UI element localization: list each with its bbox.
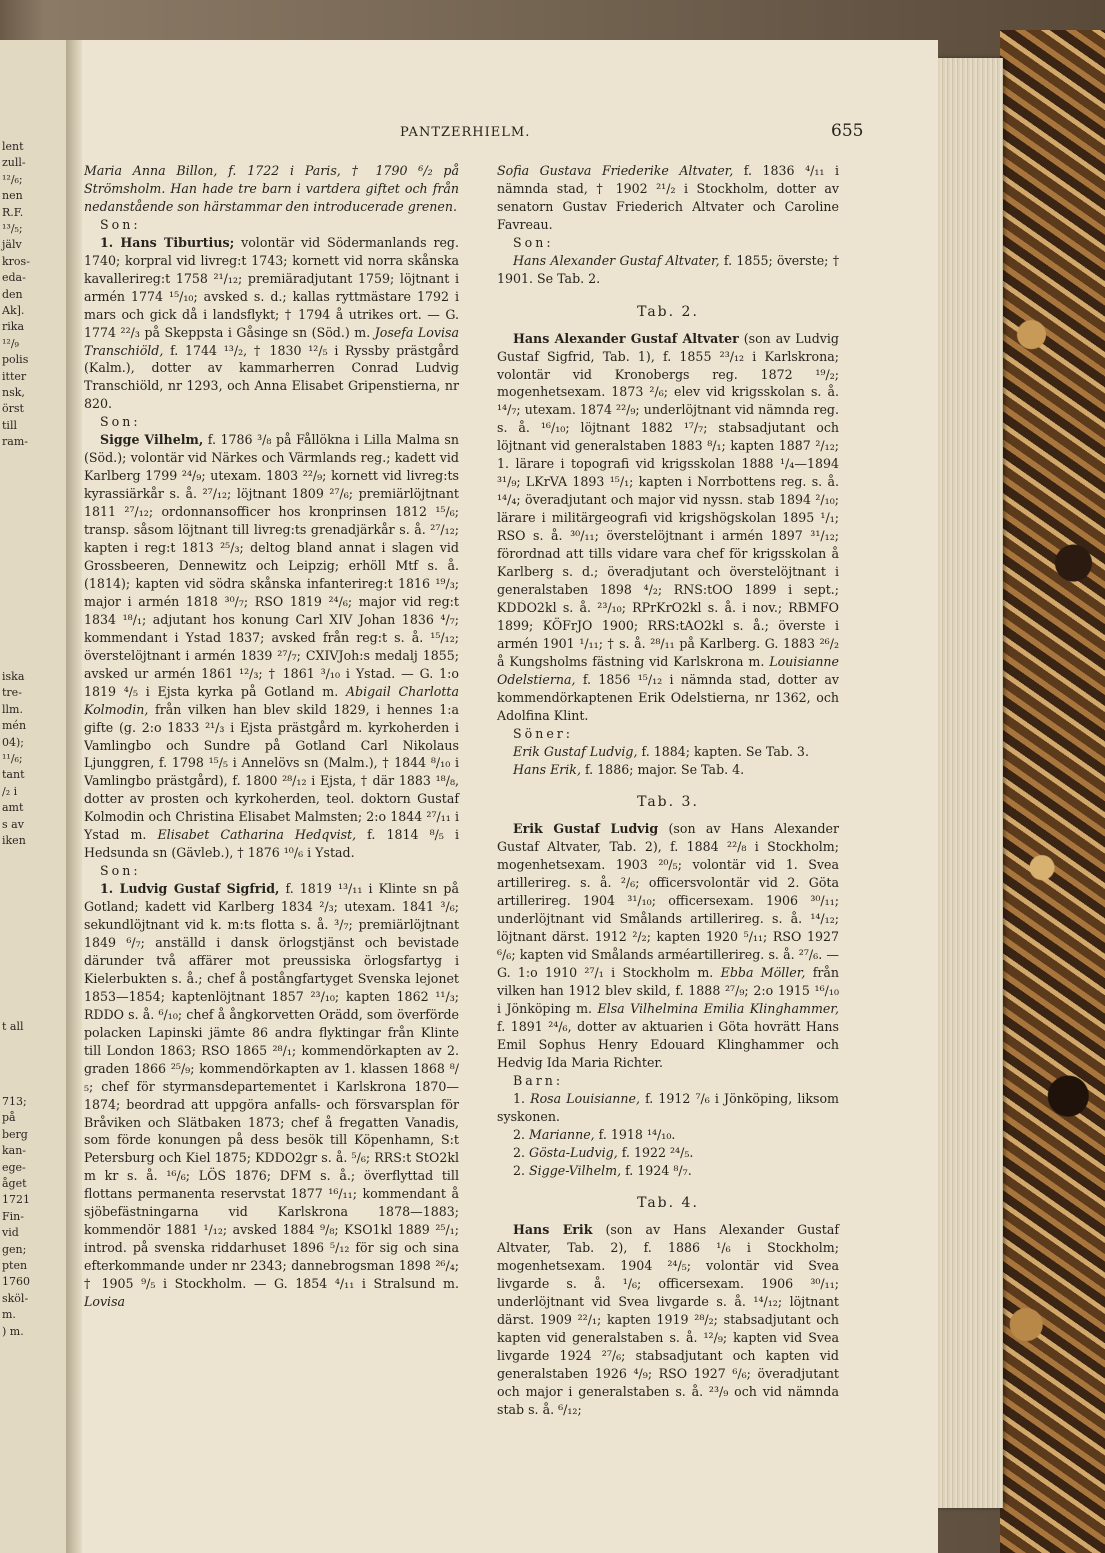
previous-page-fragment: Ak].	[2, 304, 25, 317]
previous-page-fragment: zull-	[2, 156, 26, 170]
previous-page-fragment: åget	[2, 1177, 27, 1190]
previous-page-fragment: iken	[2, 834, 26, 847]
previous-page-fragment: ¹¹/₆;	[2, 752, 23, 765]
previous-page-fragment: Fin-	[2, 1209, 24, 1223]
previous-page-fragment: iska	[2, 670, 25, 683]
entry-hans-tiburtius: 1. Hans Tiburtius; volontär vid Södermanlands reg. 1740; korpral vid livreg:t 1743; kornett vid norra skånska kavallerireg:t 1758 ²¹/₁₂; premiäradjutant 1759; löjtnant i armén 1774 ¹⁵/₁₀; avsked s. d.; kallas ryttmästare 1792 i mars och gick då i landsflykt; † 1794 å utrikes ort. — G. 1774 ²²/₃ på Skeppsta i Gåsinge sn (Söd.) m. Josefa Lovisa Transchiöld, f. 1744 ¹³/₂, † 1830 ¹²/₅ i Ryssby prästgård (Kalm.), dotter av kammarherren Conrad Ludvig Transchiöld, nr 1293, och Anna Elisabet Gripenstierna, nr 820.	[84, 234, 459, 412]
spouse-name: Lovisa	[84, 1294, 126, 1310]
section-heading: Son:	[100, 216, 141, 232]
paragraph: Maria Anna Billon, f. 1722 i Paris, † 1790 ⁶/₂ på Strömsholm. Han hade tre barn i vartdera giftet och från nedanstående son härstammar den introducerade grenen.	[84, 163, 459, 214]
previous-page-fragment: ege-	[2, 1160, 26, 1174]
spouse-name: Elsa Vilhelmina Emilia Klinghammer,	[597, 1000, 839, 1016]
person-name: 1. Ludvig Gustaf Sigfrid,	[100, 881, 280, 897]
previous-page-fragment: R.F.	[2, 205, 24, 219]
previous-page-fragment: vid	[2, 1226, 19, 1240]
previous-page-fragment: den	[2, 287, 23, 301]
previous-page-fragment: rika	[2, 320, 24, 334]
list-item: 2. Sigge-Vilhelm, f. 1924 ⁸/₇.	[513, 1162, 692, 1178]
list-item: 2. Gösta-Ludvig, f. 1922 ²⁴/₅.	[513, 1144, 694, 1160]
previous-page-fragment: lent	[2, 140, 24, 153]
page-edges	[935, 58, 1003, 1508]
previous-page-fragment: nen	[2, 189, 23, 203]
entry-erik-gustaf-ludvig: Erik Gustaf Ludvig (son av Hans Alexander Gustaf Altvater, Tab. 2), f. 1884 ²²/₈ i Stockholm; mogenhetsexam. 1903 ²⁰/₅; volontär vid 1. Svea artillerireg. s. å. ²/₆; officersvolontär vid 2. Göta artillerireg. 1904 ³¹/₁₀; officersexam. 1906 ³⁰/₁₁; underlöjtnant vid Smålands artillerireg. s. å. ¹⁴/₁₂; löjtnant därst. 1912 ²/₂; kapten 1920 ⁵/₁₁; RSO 1927 ⁶/₆; kapten vid Smålands arméartillerireg. s. å. ²⁷/₆. — G. 1:o 1910 ²⁷/₁ i Stockholm m. Ebba Möller, från vilken han 1912 blev skild, f. 1888 ²⁷/₉; 2:o 1915 ¹⁶/₁₀ i Jönköping m. Elsa Vilhelmina Emilia Klinghammer, f. 1891 ²⁴/₆, dotter av aktuarien i Göta hovrätt Hans Emil Sophus Henry Edouard Klinghammer och Hedvig Ida Maria Richter.	[497, 821, 839, 1070]
left-column	[84, 162, 459, 1311]
previous-page-fragment: m.	[2, 1308, 16, 1322]
marbled-book-cover	[1000, 30, 1105, 1553]
previous-page-edge	[0, 40, 68, 1553]
previous-page-fragment: tant	[2, 768, 25, 782]
entry-sigge-vilhelm: Sigge Vilhelm, f. 1786 ³/₈ på Fållökna i Lilla Malma sn (Söd.); volontär vid Närkes och Värmlands reg.; kadett vid Karlberg 1799 ²⁴/₉; utexam. 1803 ²²/₉; kornett vid livreg:ts kyrassiärkår s. å. ²⁷/₁₂; löjtnant 1809 ²⁷/₆; premiärlöjtnant 1811 ²⁷/₁₂; ordonnansofficer hos kronprinsen 1812 ¹⁵/₆; transp. såsom löjtnant till livreg:ts grenadjärkår s. å. ²⁷/₁₂; kapten i reg:t 1813 ²⁵/₃; deltog bland annat i slagen vid Grossbeeren, Dennewitz och Leipzig; erhöll Mtf s. å. (1814); kapten vid södra skånska infanterireg:t 1816 ¹⁹/₃; major i armén 1818 ³⁰/₇; RSO 1819 ²⁴/₆; major vid reg:t 1834 ¹⁸/₁; adjutant hos konung Carl XIV Johan 1836 ⁴/₇; kommendant i Ystad 1837; avsked från reg:t s. å. ¹⁵/₁₂; överstelöjtnant i armén 1839 ²⁷/₇; CXIVJoh:s medalj 1855; avsked ur armén 1861 ¹²/₃; † 1861 ³/₁₀ i Ystad. — G. 1:o 1819 ⁴/₅ i Ejsta kyrka på Gotland m. Abigail Charlotta Kolmodin, från vilken han blev skild 1829, i hennes 1:a gifte (g. 2:o 1833 ²¹/₃ i Ejsta prästgård m. kyrkoherden i Vamlingbo och Sundre på Gotland Carl Nikolaus Ljunggren, f. 1798 ¹⁵/₅ i Annelövs sn (Malm.), † 1844 ⁸/₁₀ i Vamlingbo prästgård), f. 1800 ²⁸/₁₂ i Ejsta, † där 1883 ¹⁸/₈, dotter av prosten och kyrkoherden, teol. doktorn Gustaf Kolmodin och Christina Elisabet Malmsten; 2:o 1844 ²⁷/₁₁ i Ystad m. Elisabet Catharina Hedqvist, f. 1814 ⁸/₅ i Hedsunda sn (Gävleb.), † 1876 ¹⁰/₆ i Ystad.	[84, 432, 460, 861]
entry-ludvig-gustaf-sigfrid: 1. Ludvig Gustaf Sigfrid, f. 1819 ¹³/₁₁ i Klinte sn på Gotland; kadett vid Karlberg 1834 ²/₃; utexam. 1841 ³/₆; sekundlöjtnant vid k. m:ts flotta s. å. ³/₇; premiärlöjtnant 1849 ⁶/₇; anställd i dansk örlogstjänst och bevistade därunder två affärer mot preussiska örlogsfartyg i Kielerbukten s. å.; chef å postångfartyget Svenska lejonet 1853—1854; kaptenlöjtnant 1857 ²³/₁₀; kapten 1862 ¹¹/₃; RDDO s. å. ⁶/₁₀; chef å ångkorvetten Orädd, som överförde polacken Lapinski jämte 86 andra flyktingar från Klinte till London 1863; RSO 1865 ²⁸/₁; kommendörkapten av 2. graden 1866 ²⁵/₉; kommendörkapten av 1. klassen 1868 ⁸/₅; chef för styrmansdepartementet i Karlskrona 1870—1874; beordrad att uppgöra anfalls- och försvarsplan för Bråviken och Slätbaken 1873; chef å fregatten Vanadis, som förde konungen på dess besök till Köpenhamn, S:t Petersburg och Kiel 1875; KDDO2gr s. å. ⁵/₆; RRS:t StO2kl m kr s. å. ¹⁶/₆; LÖS 1876; DFM s. å.; överflyttad till flottans permanenta reservstat 1877 ¹⁶/₁₁; kommendant å sjöbefästningarna vid Karlskrona 1878—1883; kommendör 1881 ¹/₁₂; avsked 1884 ⁹/₈; KSO1kl 1889 ²⁵/₁; introd. på svenska riddarhuset 1896 ⁵/₁₂ för sig och sina efterkommande under nr 2343; dannebrogsman 1898 ²⁶/₄; † 1905 ⁹/₅ i Stockholm. — G. 1854 ⁴/₁₁ i Stralsund m. Lovisa	[84, 881, 459, 1310]
book-page	[82, 40, 938, 1553]
previous-page-fragment: jälv	[2, 238, 22, 252]
previous-page-fragment: 1721	[2, 1193, 30, 1207]
previous-page-fragment: berg	[2, 1127, 28, 1141]
list-item: 2. Marianne, f. 1918 ¹⁴/₁₀.	[513, 1126, 676, 1142]
previous-page-fragment: ram-	[2, 435, 28, 449]
previous-page-fragment: s av	[2, 817, 24, 831]
previous-page-fragment: sköl-	[2, 1291, 29, 1305]
previous-page-fragment: örst	[2, 402, 24, 416]
previous-page-fragment: ¹³/₅;	[2, 222, 23, 235]
person-name: Erik Gustaf Ludvig	[513, 821, 659, 837]
tab-heading: Tab. 4.	[637, 1195, 699, 1212]
entry-hans-alexander: Hans Alexander Gustaf Altvater (son av Ludvig Gustaf Sigfrid, Tab. 1), f. 1855 ²³/₁₂ i Karlskrona; volontär vid Kronobergs reg. 1872 ¹⁹/₂; mogenhetsexam. 1873 ²/₆; elev vid krigsskolan s. å. ¹⁴/₇; utexam. 1874 ²²/₉; underlöjtnant vid nämnda reg. s. å. ¹⁶/₁₀; löjtnant 1882 ¹⁷/₇; stabsadjutant och löjtnant vid generalstaben 1883 ⁸/₁; kapten 1887 ²/₁₂; 1. lärare i topografi vid krigsskolan 1888 ¹/₄—1894 ³¹/₉; LKrVA 1893 ¹⁵/₁; kapten i Norrbottens reg. s. å. ¹⁴/₄; överadjutant och major vid nyssn. stab 1894 ²/₁₀; lärare i militärgeografi vid krigshögskolan 1895 ¹/₁; RSO s. å. ³⁰/₁₁; överstelöjtnant i armén 1897 ³¹/₁₂; förordnad att tills vidare vara chef för krigsskolan å Karlberg s. d.; överadjutant och överstelöjtnant i generalstaben 1898 ⁴/₂; RNS:tOO 1899 i sept.; KDDO2kl s. å. ²³/₁₀; RPrKrO2kl s. å. i nov.; RBMFO 1899; KÖFrJO 1900; RRS:tAO2kl s. å.; överste i armén 1901 ¹/₁₁; † s. å. ²⁸/₁₁ på Karlberg. G. 1883 ²⁶/₂ å Kungsholms fästning vid Karlskrona m. Louisianne Odelstierna, f. 1856 ¹⁵/₁₂ i nämnda stad, dotter av kommendörkaptenen Erik Odelstierna, nr 1362, och Adolfina Klint.	[497, 330, 839, 723]
previous-page-fragment: 04);	[2, 735, 24, 749]
previous-page-fragment: eda-	[2, 271, 26, 285]
spouse-name: Ebba Möller,	[720, 965, 806, 981]
previous-page-fragment: gen;	[2, 1242, 27, 1256]
section-heading: Son:	[513, 234, 554, 250]
page-header	[82, 121, 938, 147]
list-item: Erik Gustaf Ludvig, f. 1884; kapten. Se Tab. 3.	[513, 743, 809, 759]
paragraph: Hans Alexander Gustaf Altvater, f. 1855; överste; † 1901. Se Tab. 2.	[497, 252, 839, 286]
tab-heading: Tab. 3.	[637, 794, 699, 811]
person-name: 1. Hans Tiburtius;	[100, 234, 235, 250]
previous-page-fragment: mén	[2, 719, 27, 733]
section-heading: Söner:	[513, 725, 574, 741]
previous-page-fragment: /₂ i	[2, 784, 18, 798]
previous-page-fragment: till	[2, 418, 17, 432]
list-item: Hans Erik, f. 1886; major. Se Tab. 4.	[513, 761, 745, 777]
section-heading: Son:	[100, 863, 141, 879]
paragraph: Sofia Gustava Friederike Altvater, f. 1836 ⁴/₁₁ i nämnda stad, † 1902 ²¹/₂ i Stockholm, dotter av senatorn Gustav Friederich Altvater och Caroline Favreau.	[497, 163, 839, 232]
running-head: PANTZERHIELM.	[400, 125, 531, 140]
list-item: 1. Rosa Louisianne, f. 1912 ⁷/₆ i Jönköping, liksom syskonen.	[497, 1090, 840, 1124]
previous-page-fragment: kan-	[2, 1144, 27, 1158]
spouse-name: Elisabet Catharina Hedqvist,	[157, 827, 357, 843]
spouse-name: Louisianne Odelstierna,	[497, 653, 839, 687]
spouse-name: Abigail Charlotta Kolmodin,	[84, 683, 459, 717]
previous-page-fragment: pten	[2, 1259, 28, 1272]
page-number: 655	[831, 121, 864, 141]
section-heading: Barn:	[513, 1072, 564, 1088]
entry-hans-erik: Hans Erik (son av Hans Alexander Gustaf Altvater, Tab. 2), f. 1886 ¹/₆ i Stockholm; mogenhetsexam. 1904 ²⁴/₅; volontär vid Svea livgarde s. å. ¹/₆; officersexam. 1906 ³⁰/₁₁; underlöjtnant vid Svea livgarde s. å. ¹⁴/₁₂; löjtnant därst. 1909 ²²/₁; kapten 1919 ²⁸/₂; stabsadjutant och kapten vid generalstaben s. å. ¹²/₉; kapten vid Svea livgarde 1924 ²⁷/₆; stabsadjutant och kapten vid generalstaben 1926 ⁴/₉; RSO 1927 ⁶/₆; överadjutant och major i generalstaben s. å. ²³/₉ och vid nämnda stab s. å. ⁶/₁₂;	[497, 1222, 839, 1417]
person-name: Hans Alexander Gustaf Altvater	[513, 330, 739, 346]
tab-heading: Tab. 2.	[637, 303, 699, 320]
previous-page-fragment: nsk,	[2, 386, 25, 399]
previous-page-fragment: ¹²/₉	[2, 336, 19, 350]
person-name: Sigge Vilhelm,	[100, 432, 204, 448]
previous-page-fragment: llm.	[2, 702, 23, 716]
spouse-name: Josefa Lovisa Transchiöld,	[84, 324, 459, 358]
section-heading: Son:	[100, 414, 141, 430]
previous-page-fragment: amt	[2, 801, 24, 815]
previous-page-fragment: 1760	[2, 1275, 30, 1289]
previous-page-fragment: tre-	[2, 686, 22, 700]
previous-page-fragment: itter	[2, 369, 27, 383]
previous-page-fragment: 713;	[2, 1095, 27, 1108]
previous-page-fragment: ¹²/₆;	[2, 172, 23, 186]
right-column	[497, 162, 839, 1419]
previous-page-fragment: polis	[2, 353, 29, 367]
previous-page-fragment: ) m.	[2, 1324, 24, 1338]
previous-page-fragment: kros-	[2, 254, 30, 268]
previous-page-fragment: på	[2, 1111, 16, 1125]
previous-page-fragment: t all	[2, 1020, 24, 1033]
person-name: Hans Erik	[513, 1222, 593, 1238]
